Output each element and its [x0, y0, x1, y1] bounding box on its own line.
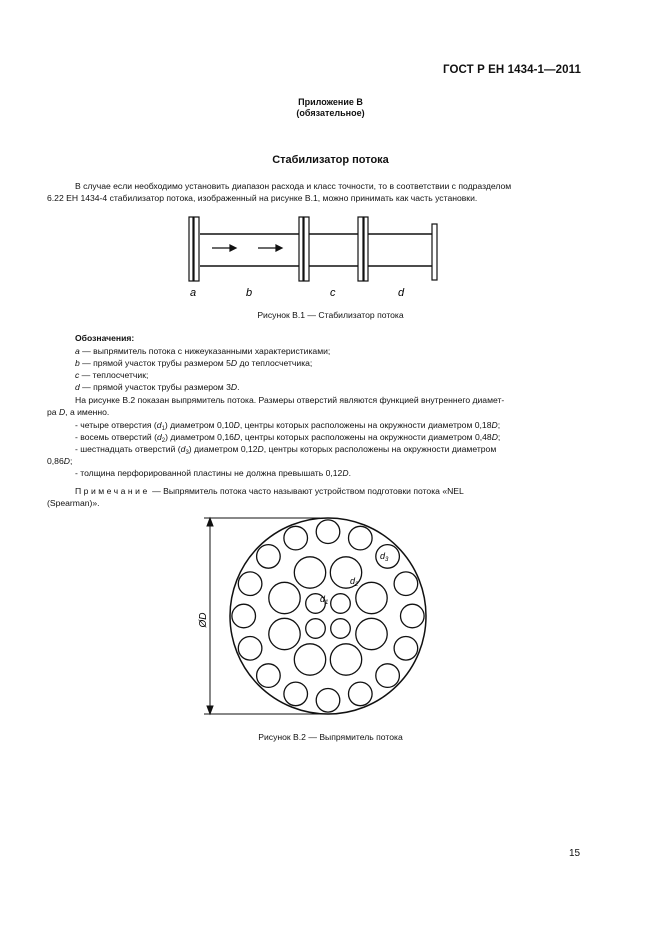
- hole-d3: [376, 664, 400, 688]
- figure-b2-diagram: [190, 512, 440, 720]
- legend-heading: Обозначения:: [75, 333, 135, 343]
- hole-d2: [294, 557, 325, 588]
- label-c: c: [330, 287, 336, 299]
- bullet-sixteen-holes-cont: 0,86D;: [47, 456, 73, 466]
- body-p1-line1: На рисунке B.2 показан выпрямитель потока. Размеры отверстий являются функцией внутреннего диамет-: [75, 395, 505, 405]
- intro-line-2: 6.22 ЕН 1434-4 стабилизатор потока, изображенный на рисунке B.1, можно принимать как часть установки.: [47, 193, 478, 203]
- legend-item-b: b — прямой участок трубы размером 5D до теплосчетчика;: [75, 358, 313, 368]
- plate-outline: [230, 518, 426, 714]
- section-title: Стабилизатор потока: [272, 154, 389, 166]
- hole-d3: [257, 545, 281, 569]
- bullet-eight-holes: - восемь отверстий $(d_2)$ диаметром 0,16D, центры которых расположены на окружности диаметром 0,48D;: [75, 432, 501, 444]
- legend-item-a: a — выпрямитель потока с нижеуказанными характеристиками;: [75, 346, 331, 356]
- hole-d3: [349, 526, 373, 550]
- hole-d3: [284, 682, 308, 706]
- hole-d3: [401, 604, 425, 628]
- page-number: 15: [569, 848, 581, 859]
- hole-d3: [232, 604, 256, 628]
- hole-d1: [331, 619, 351, 639]
- flange-c-right: [358, 217, 368, 281]
- hole-d3: [349, 682, 373, 706]
- hole-d3: [394, 572, 418, 596]
- flange-a: [189, 217, 199, 281]
- label-d: d: [398, 287, 405, 299]
- flange-c-left: [299, 217, 309, 281]
- hole-d3: [238, 637, 262, 661]
- label-d1: $d_1$: [320, 594, 329, 606]
- hole-d2: [294, 644, 325, 675]
- figure-b2-caption: Рисунок B.2 — Выпрямитель потока: [258, 732, 403, 742]
- hole-d3: [238, 572, 262, 596]
- label-a: a: [190, 287, 197, 299]
- legend-item-d: d — прямой участок трубы размером 3D.: [75, 382, 240, 392]
- annex-status: (обязательное): [296, 108, 365, 118]
- note-line-1: Примечание — Выпрямитель потока часто называют устройством подготовки потока «NEL: [75, 486, 464, 496]
- hole-d3: [394, 637, 418, 661]
- hole-d2: [269, 582, 300, 613]
- figure-b1-caption: Рисунок B.1 — Стабилизатор потока: [257, 310, 404, 320]
- annex-title: Приложение B: [298, 97, 363, 107]
- legend-item-c: c — теплосчетчик;: [75, 370, 149, 380]
- hole-d3: [316, 689, 340, 713]
- hole-d1: [331, 594, 351, 614]
- bullet-sixteen-holes: - шестнадцать отверстий $(d_3)$ диаметром 0,12D, центры которых расположены на окружности диаметром: [75, 444, 497, 456]
- body-p1-line2: ра D, а именно.: [47, 407, 110, 417]
- hole-d2: [269, 618, 300, 649]
- hole-d2: [356, 618, 387, 649]
- label-b: b: [246, 287, 253, 299]
- label-d3: $d_3$: [380, 551, 389, 563]
- intro-line-1: В случае если необходимо установить диапазон расхода и класс точности, то в соответствии с подразделом: [75, 181, 512, 191]
- hole-d1: [306, 619, 326, 639]
- document-header: ГОСТ Р ЕН 1434-1—2011: [443, 64, 581, 76]
- hole-d2: [330, 644, 361, 675]
- figure-b1-diagram: [180, 216, 450, 302]
- dimension-label: ØD: [198, 612, 209, 628]
- hole-d3: [257, 664, 281, 688]
- hole-d3: [316, 520, 340, 544]
- flange-d-end: [432, 224, 437, 280]
- hole-d2: [356, 582, 387, 613]
- note-line-2: (Spearman)».: [47, 498, 100, 508]
- bullet-plate-thickness: - толщина перфорированной пластины не должна превышать 0,12D.: [75, 468, 351, 478]
- label-d2: $d_2$: [350, 576, 359, 588]
- hole-d3: [284, 526, 308, 550]
- bullet-four-holes: - четыре отверстия $(d_1)$ диаметром 0,10D, центры которых расположены на окружности диаметром 0,18D;: [75, 420, 501, 432]
- flow-arrow-icon: [212, 245, 282, 251]
- annex-heading: [0, 97, 661, 119]
